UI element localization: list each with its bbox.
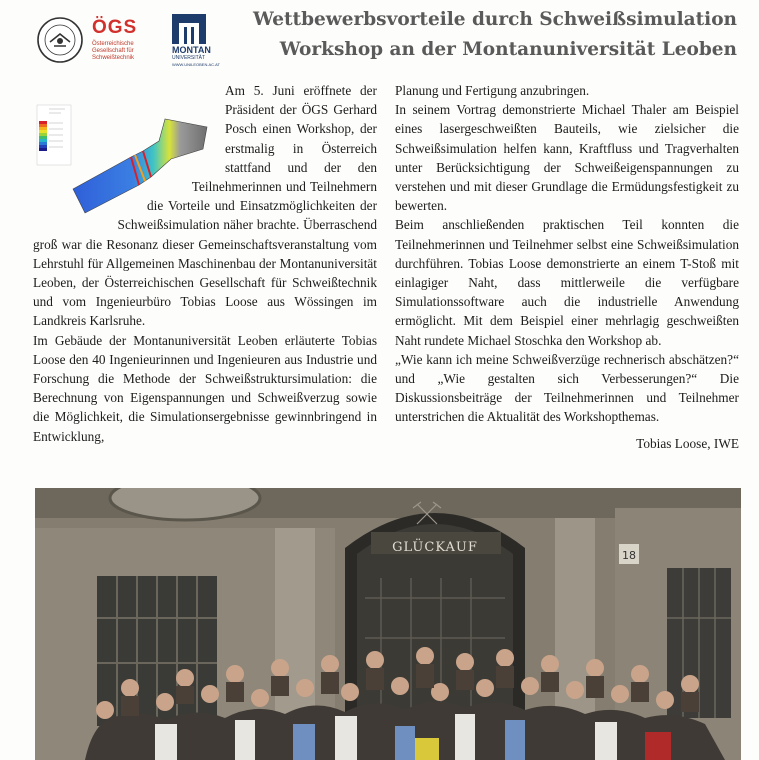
author-signature: Tobias Loose, IWE <box>636 435 739 451</box>
title-line-2: Workshop an der Montanuniversität Leoben <box>279 39 737 60</box>
title-line-1: Wettbewerbsvorteile durch Schweißsimulation <box>252 9 737 30</box>
montan-url: WWW.UNILEOBEN.AC.AT <box>172 62 220 67</box>
paragraph: Planung und Fertigung anzubringen. <box>395 83 590 98</box>
house-number: 18 <box>622 549 636 562</box>
building-inscription: GLÜCKAUF <box>392 540 478 555</box>
paragraph: Im Gebäude der Montanuniversität Leoben erläuterte Tobias Loose den 40 Ingenieurinnen und Ingenieuren aus Industrie und Forschung die Methode der Schweißstruktursimulation: die Berechnung von Eigenspannungen und Schweißverzug sowie die Möglichkeit, die Simulationsergebnisse gewinnbringend in Entwicklung, <box>33 332 377 444</box>
paragraph: „Wie kann ich meine Schweißverzüge rechnerisch abschätzen?“ und „Wie gestalten sich Verbesserungen?“ Die Diskussionsbeiträge der Teilnehmerinnen und Teilnehmer unterstrichen die Aktualität des Workshopthemas. <box>395 351 739 425</box>
article-title <box>253 5 737 65</box>
paragraph: In seinem Vortrag demonstrierte Michael Thaler am Beispiel eines lasergeschweißten Bauteils, wie zielsicher die Schweißsimulation helfen kann, Kraftfluss und Tragverhalten unter Berücksichtigung der Schweißeigenspannungen zu verstehen und mit dieser Grundlage die Ermüdungsfestigkeit zu bewerten. <box>395 102 739 214</box>
group-photo <box>35 488 741 760</box>
society-seal-logo <box>36 16 84 64</box>
article-column-1 <box>33 81 377 446</box>
montan-m-icon <box>172 14 206 44</box>
montan-subtitle: UNIVERSITÄT <box>172 55 206 61</box>
oegs-subtitle: Österreichische Gesellschaft für Schweißtechnik <box>92 41 135 61</box>
logo-strip <box>36 14 256 66</box>
paragraph: Beim anschließenden praktischen Teil konnten die Teilnehmerinnen und Teilnehmer selbst eine Schweißsimulation durchführen. Tobias Loose demonstrierte an einem T-Stoß mit einlagiger Naht, dass mittlerweile die verfügbare Simulationssoftware auch die industrielle Anwendung ermöglicht. Mit dem Beispiel einer mehrlagig geschweißten Naht rundete Michael Stoschka den Workshop ab. <box>395 217 739 348</box>
article-column-2 <box>395 81 739 453</box>
montan-word: MONTAN <box>172 45 211 55</box>
oegs-logo <box>92 18 162 62</box>
oegs-mark: ÖGS <box>92 17 138 38</box>
paragraph: Am 5. Juni eröffnete der Präsident der ÖGS Gerhard Posch einen Workshop, der erstmalig in Österreich stattfand und der den Teilnehmerinnen und Teilnehmern die Vorteile und Einsatzmöglichkeiten der Schweißsimulation näher brachte. Überraschend groß war die Resonanz dieser Gemeinschaftsveranstaltung vom Lehrstuhl für Allgemeinen Maschinenbau der Montanuniversität Leoben, der Österreichischen Gesellschaft für Schweißtechnik und vom Ingenieurbüro Tobias Loose aus Wössingen im Landkreis Karlsruhe. <box>33 83 377 329</box>
